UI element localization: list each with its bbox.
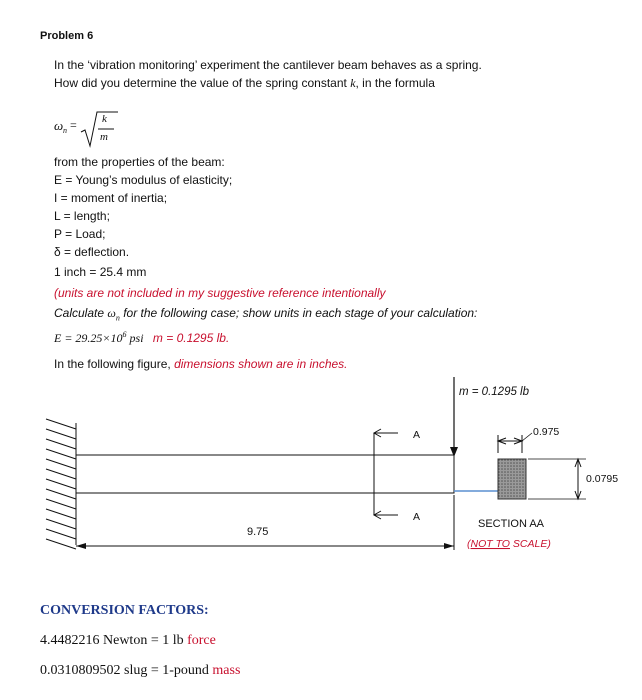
intro-line-1: In the ‘vibration monitoring’ experiment the cantilever beam behaves as a spring. [54,58,482,72]
conversion-line-1: 4.4482216 Newton = 1 lb force [40,633,216,648]
units-note: (units are not included in my suggestive reference intentionally [54,286,386,300]
beam-cross-section [498,459,526,499]
spring-constant-symbol: k [350,76,356,90]
beam [76,455,454,493]
conversion-line-2: 0.0310809502 slug = 1-pound mass [40,663,241,678]
calculate-instruction: Calculate $\omega_n$ for the following case; show units in each stage of your calculation: [54,306,478,323]
section-label-bottom: A [413,511,421,523]
scale-note: (NOT TO SCALE) [467,538,551,550]
from-properties-text: from the properties of the beam: [54,155,225,169]
definition-item: P = Load; [54,227,106,241]
intro-line-2: How did you determine the value of the spring constant k, in the formula [54,76,435,90]
mass-label: m = 0.1295 lb [459,386,530,398]
definition-item: I = moment of inertia; [54,191,168,205]
square-root-sign [80,108,120,150]
given-values: $E = 29.25\times 10^6$ psi m = 0.1295 lb. [54,330,230,345]
section-label-top: A [413,429,421,441]
figure-intro: In the following figure, dimensions shown are in inches. [54,357,348,371]
length-label: 9.75 [247,526,269,538]
definition-item: L = length; [54,209,110,223]
cantilever-beam-figure [0,375,642,570]
height-label: 0.0795 [586,473,619,485]
conversion-heading: CONVERSION FACTORS: [40,603,209,618]
definition-item: 1 inch = 25.4 mm [54,265,147,279]
definition-item: E = Young’s modulus of elasticity; [54,173,233,187]
section-title: SECTION AA [478,518,545,530]
width-label: 0.975 [533,426,560,438]
definition-item: δ = deflection. [54,245,130,259]
wall-hatching [46,419,76,549]
problem-title: Problem 6 [40,30,94,42]
natural-frequency-formula: ω n = k m [54,108,144,152]
